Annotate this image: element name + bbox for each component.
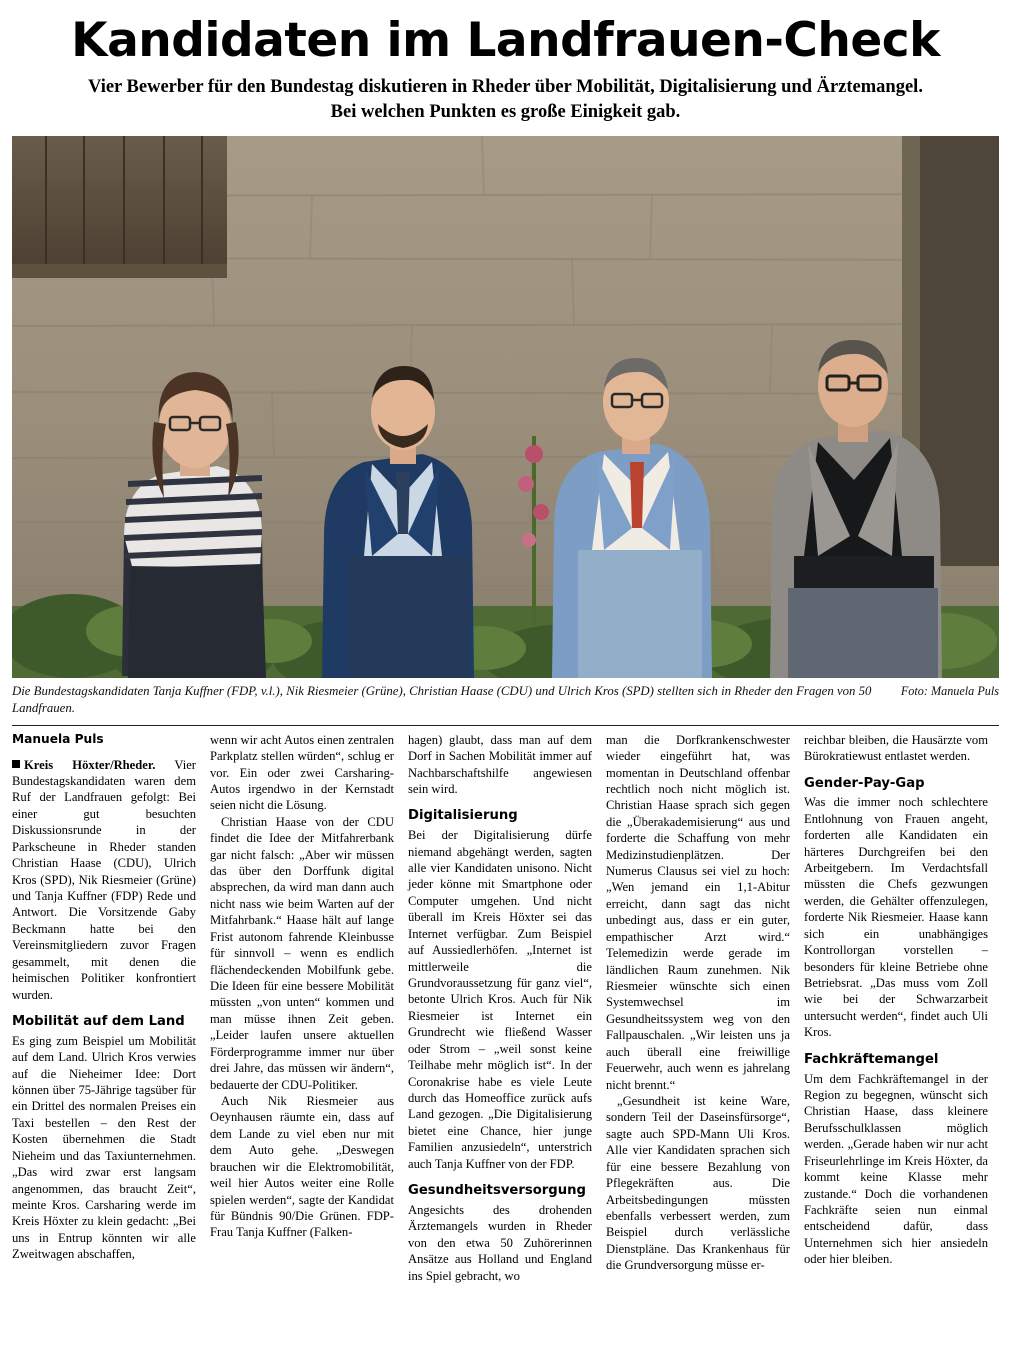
caption-text: Die Bundestagskandidaten Tanja Kuffner (FDP, v.l.), Nik Riesmeier (Grüne), Christian Haase (CDU) und Ulrich Kros (SPD) stellten sich in Rheder den Fragen von 50 Landfrauen. [12,684,872,716]
photo-credit: Foto: Manuela Puls [900,684,999,699]
paragraph: Auch Nik Riesmeier aus Oeynhausen räumte ein, dass auf dem Lande zu viel eben nur mit dem Auto gehe. „Deswegen brauchen wir die Elektromobilität, weil hier Autos weiter eine Rolle spielen werden“, sagte der Kandidat für Bündnis 90/Die Grünen. FDP-Frau Tanja Kuffner (Falken- [210,1093,394,1240]
subheadline-line-2: Bei welchen Punkten es große Einigkeit gab. [330,101,681,122]
page-title: Kandidaten im Landfrauen-Check [71,13,940,68]
paragraph: Es ging zum Beispiel um Mobilität auf dem Land. Ulrich Kros verwies auf die Nieheimer Idee: Dort können über 75-Jährige tagsüber für ein Drittel des normalen Preises ein Taxi bestellen – den Rest der Kosten übernehmen die Stadt Nieheim und das Taxiunternehmen. „Das wird zwar erst langsam angenommen, das braucht Zeit“, meinte Kros. Carsharing werde im Kreis Höxter zu klein gedacht: „Bei uns in Entrup könnten wir alle Zweitwagen abschaffen, [12,1033,196,1262]
paragraph: Bei der Digitalisierung dürfe niemand abgehängt werden, sagten alle vier Kandidaten unisono. Nicht jeder könne mit Smartphone oder Computer umgehen. Und nicht überall im Kreis Höxter sei das Internet verfügbar. Zum Beispiel auf Aussiedlerhöfen. „Internet ist mittlerweile die Grundvoraussetzung für ganz viel“, betonte Ulrich Kros. Auch für Nik Riesmeier ist Internet ein Grundrecht wie fließend Wasser oder Strom – „weil sonst keine Teilhabe mehr möglich ist“. In der Coronakrise habe es viele Leute durch das Homeoffice zurück aufs Land gezogen. „Die Digitalisierung bietet eine Chance, hier junge Familien anzusiedeln“, unterstrich auch Tanja Kuffner von der FDP. [408,828,592,1171]
article-photo [12,136,999,678]
paragraph: man die Dorfkrankenschwester wieder eingeführt hat, was momentan in Deutschland offenbar rechtlich noch nicht möglich ist. Christian Haase sprach sich gegen die „Überakademisierung“ aus und forderte die Schaffung von mehr Medizinstudienplätzen. Der Numerus Clausus sei viel zu hoch: „Wen jemand ein 1,1-Abitur erreicht, dann sagt das nicht unbedingt aus, dass er ein guter, empathischer Arzt wird.“ Telemedizin werde gerade im ländlichen Raum zunehmen. Nik Riesmeier wünschte sich einen Systemwechsel im Gesundheitssystem weg von den Fallpauschalen. „Wir leisten uns ja auch überall eine freiwillige Feuerwehr, auch wenn es jahrelang nicht brennt.“ [606,732,790,1092]
paragraph: Angesichts des drohenden Ärztemangels wurden in Rheder von den etwa 50 Zuhörerinnen Ansätze aus Holland und England ins Spiel gebracht, wo [408,1202,592,1283]
section-heading-gesundheitsversorgung: Gesundheitsversorgung [408,1183,586,1199]
subheadline-line-1: Vier Bewerber für den Bundestag diskutieren in Rheder über Mobilität, Digitalisierung und Ärztemangel. [88,77,923,98]
photo-caption [12,683,999,718]
paragraph: hagen) glaubt, dass man auf dem Dorf in Sachen Mobilität immer auf Nachbarschaftshilfe angewiesen sein wird. [408,732,592,796]
photo-block [12,136,999,718]
section-heading-gender-pay-gap: Gender-Pay-Gap [804,775,925,791]
paragraph: Christian Haase von der CDU findet die Idee der Mitfahrerbank gar nicht falsch: „Aber wir müssen das über den Dorffunk digital absprechen, da wird man dann auch nicht nass wie beim Warten auf der Mitfahrbank.“ Haase hält auf lange Frist autonom fahrende Kleinbusse für sinnvoll – wenn es endlich flächendeckenden Mobilfunk gebe. Die Ideen für eine bessere Mobilität müssten „von unten“ kommen und man müsse ihnen Zeit geben. „Leider laufen unsere aktuellen Förderprogramme immer nur über drei Jahre, das müssen wir ändern“, bedauerte der CDU-Politiker. [210,814,394,1092]
paragraph: reichbar bleiben, die Hausärzte vom Bürokratiewust entlastet werden. [804,732,988,764]
paragraph: Um dem Fachkräftemangel in der Region zu begegnen, wünscht sich Christian Haase, dass kleinere Berufsschulklassen möglich werden. „Gerade haben wir nur acht Friseurlehrlinge im Kreis Höxter, da kommt keine Klasse mehr zustande.“ Doch die vorhandenen Fachkräfte seien nun einmal entscheidend dafür, dass Unternehmen sich hier ansiedeln oder hier bleiben. [804,1071,988,1267]
column-5 [804,732,988,1268]
column-2 [210,732,394,1241]
article-body [12,732,999,1284]
column-3 [408,732,592,1284]
photo-illustration [12,136,999,678]
section-heading-digitalisierung: Digitalisierung [408,808,518,824]
section-heading-mobilitaet: Mobilität auf dem Land [12,1013,185,1029]
byline: Manuela Puls [12,731,104,746]
dateline: Kreis Höxter/Rheder. [24,757,156,772]
subheadline [20,75,991,124]
paragraph: Was die immer noch schlechtere Entlohnung von Frauen angeht, forderten alle Kandidaten ein härteres Durchgreifen bei den Arbeitgebern. Im Verdachtsfall müssten die Chefs gezwungen werden, die Gehälter offenzulegen, forderte Nik Riesmeier. Haase kann sich ein unabhängiges Kontrollorgan vorstellen – besonders für kleine Betriebe ohne Betriebsrat. „Das muss vom Zoll wie bei der Schwarzarbeit untersucht werden“, findet auch Uli Kros. [804,795,988,1040]
section-heading-fachkraeftemangel: Fachkräftemangel [804,1051,939,1067]
lead-paragraph [12,757,196,1003]
masthead [0,0,1011,124]
square-bullet-icon [12,760,20,768]
paragraph: wenn wir acht Autos einen zentralen Parkplatz stellen würden“, schlug er vor. Ein oder zwei Carsharing-Autos irgendwo in der Kernstadt seien nicht die Lösung. [210,732,394,813]
column-1 [12,732,196,1263]
lead-text: Vier Bundestagskandidaten waren dem Ruf der Landfrauen gefolgt: Bei einer gut besuchten Diskussionsrunde in der Parkscheune in Rheder standen Christian Haase (CDU), Ulrich Kros (SPD), Nik Riesmeier (Grüne) und Tanja Kuffner (FDP) Rede und Antwort. Die Vorsitzende Gaby Beckmann hatte bei den Vereinsmitgliedern zuvor Fragen gesammelt, mit denen die heimischen Politiker konfrontiert wurden. [12,757,196,1002]
column-4 [606,732,790,1274]
divider [12,725,999,726]
paragraph: „Gesundheit ist keine Ware, sondern Teil der Daseinsfürsorge“, sagte auch SPD-Mann Uli Kros. Alle vier Kandidaten sprachen sich für eine bessere Bezahlung von Pflegekräften aus. Die Arbeitsbedingungen müssten ebenfalls verbessert werden, zum Beispiel durch verlässliche Dienstpläne. Das Krankenhaus für die Grundversorgung müsse er- [606,1093,790,1273]
